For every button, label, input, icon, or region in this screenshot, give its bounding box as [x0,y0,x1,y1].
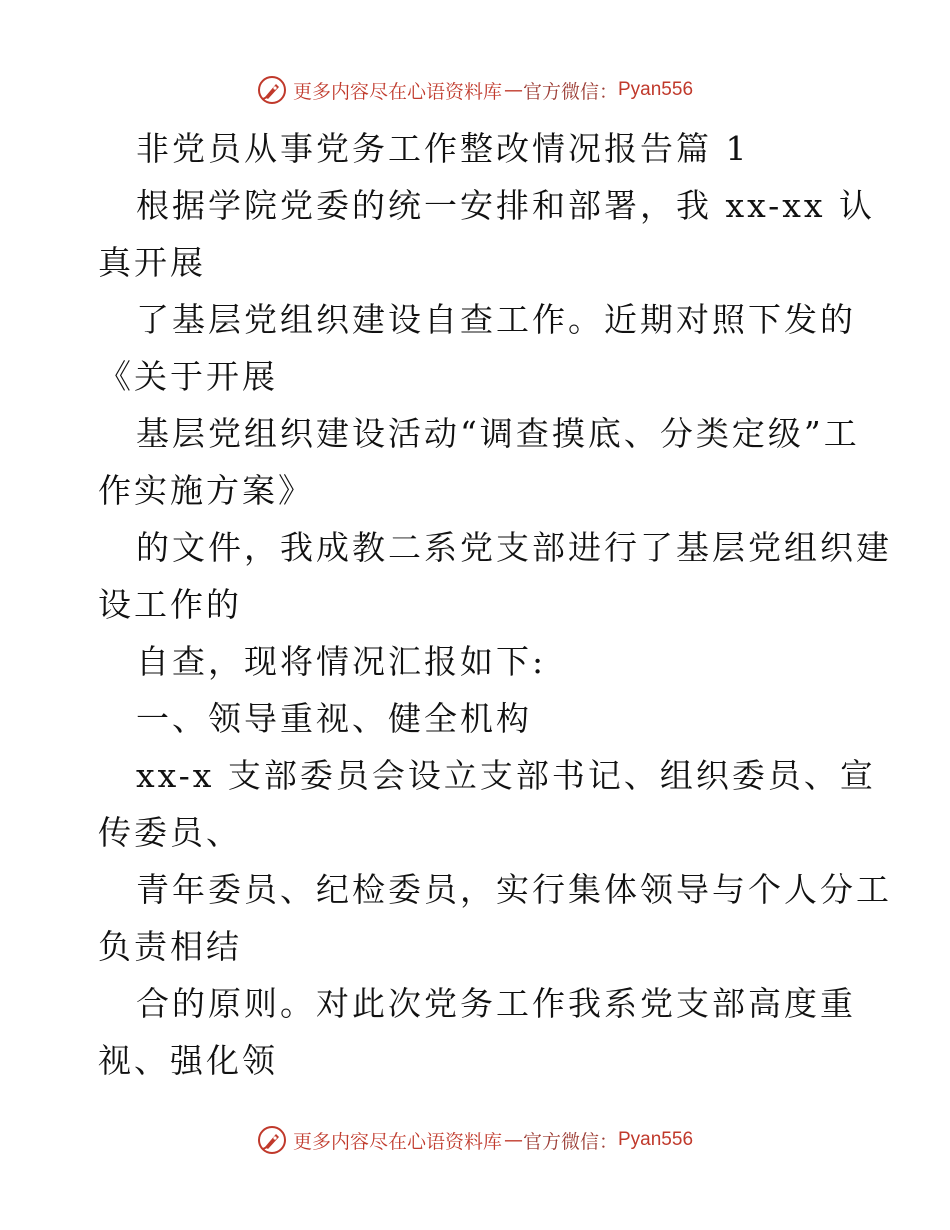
document-line: 了基层党组织建设自查工作。近期对照下发的 [136,300,856,339]
watermark-wechat-label: 官方微信： [522,80,618,103]
document-line: 设工作的 [98,585,242,624]
document-line: 的文件，我成教二系党支部进行了基层党组织建 [136,528,892,567]
watermark-dash: — [503,79,521,101]
document-line: 自查，现将情况汇报如下: [136,642,547,681]
header-watermark [0,70,950,110]
document-line: xx-x 支部委员会设立支部书记、组织委员、宣 [136,756,876,795]
pen-nib-logo-icon [257,75,287,105]
pen-nib-logo-icon [257,1125,287,1155]
document-line: 青年委员、纪检委员，实行集体领导与个人分工 [136,870,892,909]
document-line: 根据学院党委的统一安排和部署，我 xx-xx 认 [136,186,875,225]
document-line: 基层党组织建设活动“调查摸底、分类定级”工 [136,414,860,453]
document-line: 非党员从事党务工作整改情况报告篇 1 [136,129,750,168]
footer-watermark [0,1120,950,1160]
watermark-wechat-label: 官方微信： [522,1130,618,1153]
document-line: 《关于开展 [98,357,278,396]
watermark-brand: 更多内容尽在心语资料库 [292,80,502,103]
watermark-wechat-id: Pyan556 [618,1129,694,1150]
document-line: 作实施方案》 [98,471,314,510]
document-line: 负责相结 [98,927,242,966]
document-line: 合的原则。对此次党务工作我系党支部高度重 [136,984,856,1023]
watermark-wechat-id: Pyan556 [618,79,694,100]
document-line: 视、强化领 [98,1041,278,1080]
document-body [98,120,892,1089]
watermark-dash: — [503,1129,521,1151]
document-line: 真开展 [98,243,206,282]
watermark-brand: 更多内容尽在心语资料库 [292,1130,502,1153]
document-line: 一、领导重视、健全机构 [136,699,532,738]
document-line: 传委员、 [98,813,242,852]
